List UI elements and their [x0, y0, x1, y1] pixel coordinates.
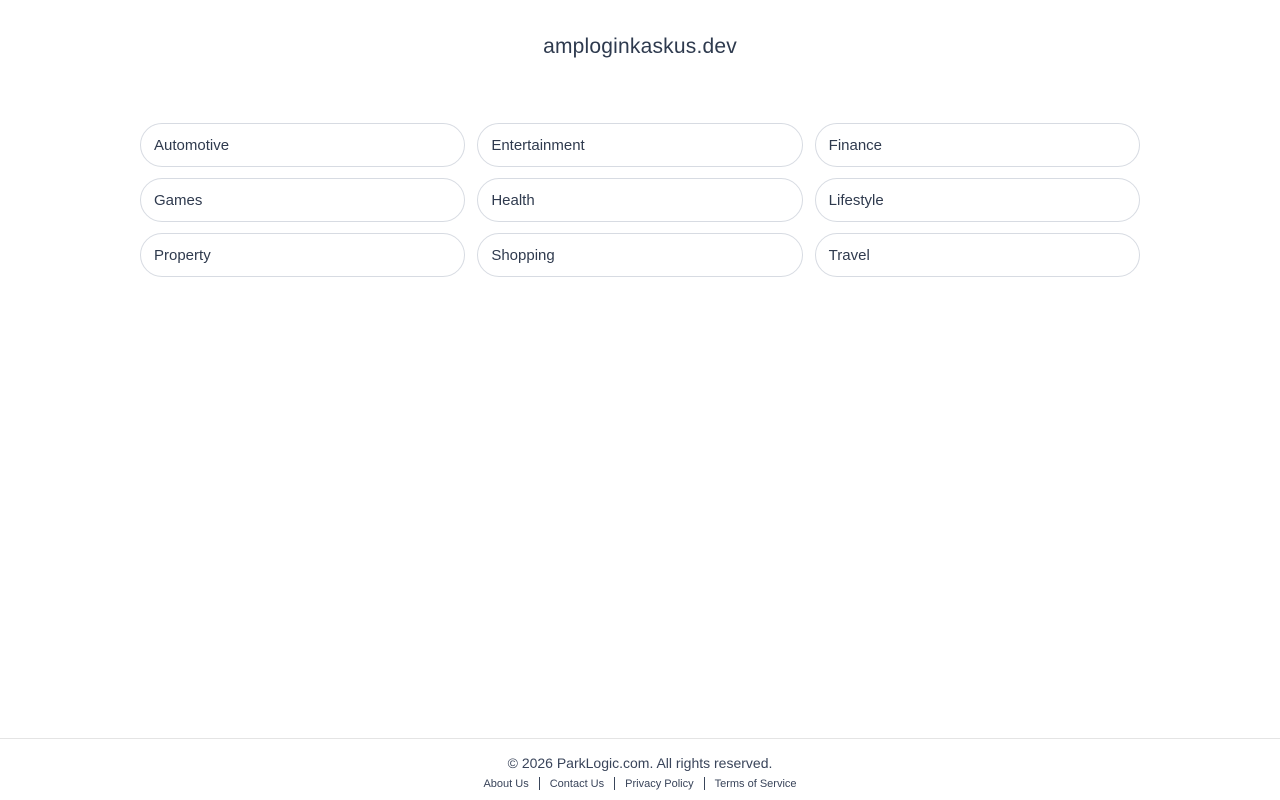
footer — [0, 738, 1280, 800]
category-link-finance[interactable]: Finance — [815, 123, 1140, 167]
footer-link-privacy-policy[interactable]: Privacy Policy — [625, 777, 694, 790]
copyright-text: © 2026 ParkLogic.com. All rights reserved. — [507, 755, 773, 771]
footer-links — [0, 777, 1280, 790]
category-link-games[interactable]: Games — [140, 178, 465, 222]
category-link-property[interactable]: Property — [140, 233, 465, 277]
category-link-lifestyle[interactable]: Lifestyle — [815, 178, 1140, 222]
category-link-travel[interactable]: Travel — [815, 233, 1140, 277]
category-grid — [140, 123, 1140, 277]
category-link-entertainment[interactable]: Entertainment — [477, 123, 802, 167]
category-link-health[interactable]: Health — [477, 178, 802, 222]
category-link-shopping[interactable]: Shopping — [477, 233, 802, 277]
footer-link-contact-us[interactable]: Contact Us — [549, 777, 605, 790]
page-title: amploginkaskus.dev — [543, 35, 737, 58]
footer-link-terms-of-service[interactable]: Terms of Service — [714, 777, 797, 790]
footer-link-about-us[interactable]: About Us — [483, 777, 529, 790]
category-link-automotive[interactable]: Automotive — [140, 123, 465, 167]
